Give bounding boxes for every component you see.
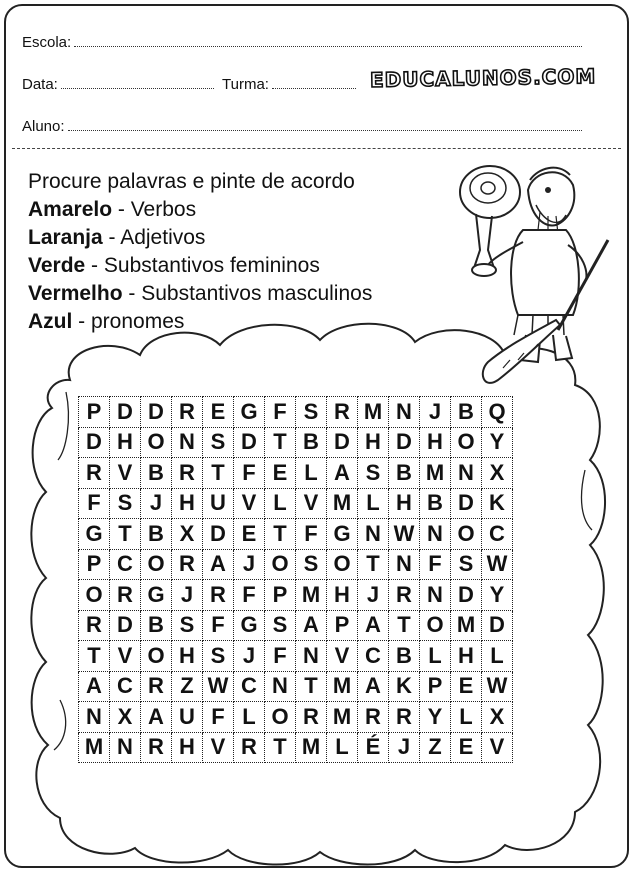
grid-cell[interactable]: T (265, 519, 296, 550)
grid-cell[interactable]: R (296, 702, 327, 733)
grid-cell[interactable]: T (296, 671, 327, 702)
grid-cell[interactable]: R (327, 397, 358, 428)
grid-cell[interactable]: W (482, 549, 513, 580)
grid-cell[interactable]: H (110, 427, 141, 458)
grid-cell[interactable]: J (389, 732, 420, 763)
grid-cell[interactable]: F (296, 519, 327, 550)
grid-cell[interactable]: T (358, 549, 389, 580)
grid-cell[interactable]: D (451, 580, 482, 611)
grid-cell[interactable]: T (110, 519, 141, 550)
grid-cell[interactable]: M (296, 732, 327, 763)
grid-cell[interactable]: O (265, 549, 296, 580)
grid-cell[interactable]: O (141, 549, 172, 580)
grid-cell[interactable]: Y (420, 702, 451, 733)
grid-cell[interactable]: F (203, 610, 234, 641)
grid-cell[interactable]: C (482, 519, 513, 550)
grid-cell[interactable]: R (110, 580, 141, 611)
grid-cell[interactable]: R (172, 458, 203, 489)
grid-cell[interactable]: N (389, 397, 420, 428)
grid-cell[interactable]: N (265, 671, 296, 702)
grid-cell[interactable]: F (234, 580, 265, 611)
grid-cell[interactable]: M (451, 610, 482, 641)
grid-cell[interactable]: S (358, 458, 389, 489)
grid-cell[interactable]: N (296, 641, 327, 672)
grid-cell[interactable]: S (296, 549, 327, 580)
word-search-grid (78, 396, 513, 763)
grid-cell[interactable]: T (389, 610, 420, 641)
educalunos-logo: EDUCALUNOS.COM (369, 64, 597, 92)
grid-cell[interactable]: B (389, 458, 420, 489)
grid-cell[interactable]: É (358, 732, 389, 763)
grid-cell[interactable]: N (172, 427, 203, 458)
grid-cell[interactable]: N (110, 732, 141, 763)
grid-cell[interactable]: Y (482, 580, 513, 611)
grid-cell[interactable]: O (141, 427, 172, 458)
grid-cell[interactable]: E (451, 671, 482, 702)
grid-cell[interactable]: J (420, 397, 451, 428)
grid-cell[interactable]: X (482, 458, 513, 489)
grid-cell[interactable]: H (451, 641, 482, 672)
grid-cell[interactable]: E (451, 732, 482, 763)
legend-color: Azul (28, 310, 73, 333)
grid-cell[interactable]: S (203, 427, 234, 458)
grid-cell[interactable]: H (420, 427, 451, 458)
grid-cell[interactable]: S (296, 397, 327, 428)
grid-cell[interactable]: F (79, 488, 110, 519)
grid-cell[interactable]: U (203, 488, 234, 519)
grid-cell[interactable]: L (296, 458, 327, 489)
grid-cell[interactable]: A (203, 549, 234, 580)
grid-cell[interactable]: R (141, 671, 172, 702)
grid-cell[interactable]: R (358, 702, 389, 733)
grid-cell[interactable]: P (265, 580, 296, 611)
data-label: Data: (22, 76, 58, 93)
grid-cell[interactable]: K (389, 671, 420, 702)
grid-cell[interactable]: U (172, 702, 203, 733)
legend-meaning: - Adjetivos (102, 226, 206, 249)
grid-cell[interactable]: K (482, 488, 513, 519)
grid-row (79, 610, 513, 641)
grid-cell[interactable]: L (265, 488, 296, 519)
grid-cell[interactable]: A (327, 458, 358, 489)
grid-cell[interactable]: S (451, 549, 482, 580)
grid-cell[interactable]: S (110, 488, 141, 519)
grid-cell[interactable]: B (420, 488, 451, 519)
grid-cell[interactable]: S (172, 610, 203, 641)
legend-color: Verde (28, 254, 86, 277)
grid-cell[interactable]: M (327, 702, 358, 733)
grid-cell[interactable]: V (110, 458, 141, 489)
grid-row (79, 732, 513, 763)
grid-cell[interactable]: M (327, 671, 358, 702)
grid-cell[interactable]: Z (420, 732, 451, 763)
grid-cell[interactable]: P (420, 671, 451, 702)
grid-cell[interactable]: T (265, 732, 296, 763)
grid-cell[interactable]: E (265, 458, 296, 489)
grid-cell[interactable]: M (358, 397, 389, 428)
grid-cell[interactable]: W (389, 519, 420, 550)
grid-cell[interactable]: V (327, 641, 358, 672)
grid-cell[interactable]: A (79, 671, 110, 702)
grid-cell[interactable]: S (203, 641, 234, 672)
grid-cell[interactable]: H (172, 488, 203, 519)
grid-cell[interactable]: R (79, 458, 110, 489)
grid-cell[interactable]: D (110, 397, 141, 428)
grid-cell[interactable]: L (358, 488, 389, 519)
grid-cell[interactable]: P (79, 397, 110, 428)
grid-cell[interactable]: F (265, 397, 296, 428)
caveman-illustration-icon (448, 150, 618, 400)
grid-cell[interactable]: X (172, 519, 203, 550)
grid-cell[interactable]: C (110, 671, 141, 702)
grid-cell[interactable]: V (203, 732, 234, 763)
grid-cell[interactable]: E (234, 519, 265, 550)
grid-cell[interactable]: M (79, 732, 110, 763)
grid-cell[interactable]: D (79, 427, 110, 458)
grid-cell[interactable]: O (79, 580, 110, 611)
grid-cell[interactable]: Y (482, 427, 513, 458)
grid-cell[interactable]: R (141, 732, 172, 763)
grid-cell[interactable]: R (79, 610, 110, 641)
grid-cell[interactable]: O (420, 610, 451, 641)
grid-cell[interactable]: P (327, 610, 358, 641)
grid-cell[interactable]: O (265, 702, 296, 733)
grid-row (79, 427, 513, 458)
grid-cell[interactable]: B (141, 458, 172, 489)
grid-cell[interactable]: B (451, 397, 482, 428)
grid-cell[interactable]: R (389, 702, 420, 733)
grid-cell[interactable]: H (358, 427, 389, 458)
grid-cell[interactable]: A (296, 610, 327, 641)
grid-cell[interactable]: W (482, 671, 513, 702)
grid-cell[interactable]: A (141, 702, 172, 733)
grid-cell[interactable]: R (389, 580, 420, 611)
legend-meaning: - Substantivos masculinos (122, 282, 373, 305)
grid-cell[interactable]: V (482, 732, 513, 763)
grid-cell[interactable]: F (203, 702, 234, 733)
grid-cell[interactable]: H (389, 488, 420, 519)
instructions-intro: Procure palavras e pinte de acordo (28, 170, 355, 193)
grid-cell[interactable]: D (327, 427, 358, 458)
grid-cell[interactable]: H (327, 580, 358, 611)
grid-row (79, 397, 513, 428)
grid-cell[interactable]: G (141, 580, 172, 611)
grid-cell[interactable]: T (79, 641, 110, 672)
grid-cell[interactable]: N (79, 702, 110, 733)
grid-row (79, 549, 513, 580)
grid-cell[interactable]: B (296, 427, 327, 458)
grid-cell[interactable]: D (141, 397, 172, 428)
grid-row (79, 458, 513, 489)
grid-cell[interactable]: F (265, 641, 296, 672)
grid-cell[interactable]: L (234, 702, 265, 733)
grid-row (79, 488, 513, 519)
grid-cell[interactable]: N (389, 549, 420, 580)
grid-row (79, 671, 513, 702)
grid-cell[interactable]: D (482, 610, 513, 641)
grid-cell[interactable]: J (234, 549, 265, 580)
legend-meaning: - Verbos (112, 198, 197, 221)
grid-cell[interactable]: E (203, 397, 234, 428)
grid-cell[interactable]: D (389, 427, 420, 458)
grid-cell[interactable]: Q (482, 397, 513, 428)
grid-cell[interactable]: J (141, 488, 172, 519)
grid-cell[interactable]: R (203, 580, 234, 611)
grid-cell[interactable]: L (482, 641, 513, 672)
grid-cell[interactable]: G (327, 519, 358, 550)
grid-cell[interactable]: D (234, 427, 265, 458)
grid-cell[interactable]: O (451, 427, 482, 458)
grid-cell[interactable]: Z (172, 671, 203, 702)
grid-cell[interactable]: M (327, 488, 358, 519)
grid-cell[interactable]: D (451, 488, 482, 519)
grid-cell[interactable]: J (172, 580, 203, 611)
grid-cell[interactable]: R (172, 397, 203, 428)
grid-cell[interactable]: M (296, 580, 327, 611)
grid-cell[interactable]: X (110, 702, 141, 733)
grid-cell[interactable]: G (234, 610, 265, 641)
aluno-label: Aluno: (22, 118, 65, 135)
legend-meaning: - Substantivos femininos (85, 254, 320, 277)
grid-cell[interactable]: O (327, 549, 358, 580)
grid-cell[interactable]: R (172, 549, 203, 580)
grid-cell[interactable]: N (420, 519, 451, 550)
grid-cell[interactable]: O (141, 641, 172, 672)
grid-cell[interactable]: X (482, 702, 513, 733)
grid-cell[interactable]: G (79, 519, 110, 550)
grid-cell[interactable]: O (451, 519, 482, 550)
escola-label: Escola: (22, 34, 72, 51)
grid-cell[interactable]: B (141, 519, 172, 550)
grid-cell[interactable]: B (141, 610, 172, 641)
grid-cell[interactable]: M (420, 458, 451, 489)
grid-row (79, 702, 513, 733)
grid-cell[interactable]: S (265, 610, 296, 641)
grid-cell[interactable]: C (234, 671, 265, 702)
grid-cell[interactable]: J (358, 580, 389, 611)
grid-row (79, 519, 513, 550)
legend-color: Amarelo (28, 198, 113, 221)
grid-row (79, 580, 513, 611)
grid-cell[interactable]: N (358, 519, 389, 550)
grid-cell[interactable]: B (389, 641, 420, 672)
grid-row (79, 641, 513, 672)
grid-cell[interactable]: J (234, 641, 265, 672)
grid-cell[interactable]: V (296, 488, 327, 519)
legend-color: Laranja (28, 226, 103, 249)
grid-cell[interactable]: L (327, 732, 358, 763)
turma-label: Turma: (222, 76, 269, 93)
grid-cell[interactable]: T (203, 458, 234, 489)
grid-cell[interactable]: T (265, 427, 296, 458)
grid-cell[interactable]: G (234, 397, 265, 428)
grid-cell[interactable]: P (79, 549, 110, 580)
grid-cell[interactable]: H (172, 732, 203, 763)
grid-cell[interactable]: F (420, 549, 451, 580)
grid-cell[interactable]: H (172, 641, 203, 672)
grid-cell[interactable]: L (420, 641, 451, 672)
grid-cell[interactable]: C (358, 641, 389, 672)
grid-cell[interactable]: N (420, 580, 451, 611)
grid-cell[interactable]: A (358, 610, 389, 641)
grid-cell[interactable]: D (203, 519, 234, 550)
grid-cell[interactable]: F (234, 458, 265, 489)
grid-cell[interactable]: V (234, 488, 265, 519)
grid-cell[interactable]: W (203, 671, 234, 702)
grid-cell[interactable]: R (234, 732, 265, 763)
legend-meaning: - pronomes (72, 310, 185, 333)
grid-cell[interactable]: C (110, 549, 141, 580)
legend-color: Vermelho (28, 282, 123, 305)
grid-cell[interactable]: L (451, 702, 482, 733)
grid-cell[interactable]: N (451, 458, 482, 489)
grid-cell[interactable]: A (358, 671, 389, 702)
grid-cell[interactable]: V (110, 641, 141, 672)
grid-cell[interactable]: D (110, 610, 141, 641)
